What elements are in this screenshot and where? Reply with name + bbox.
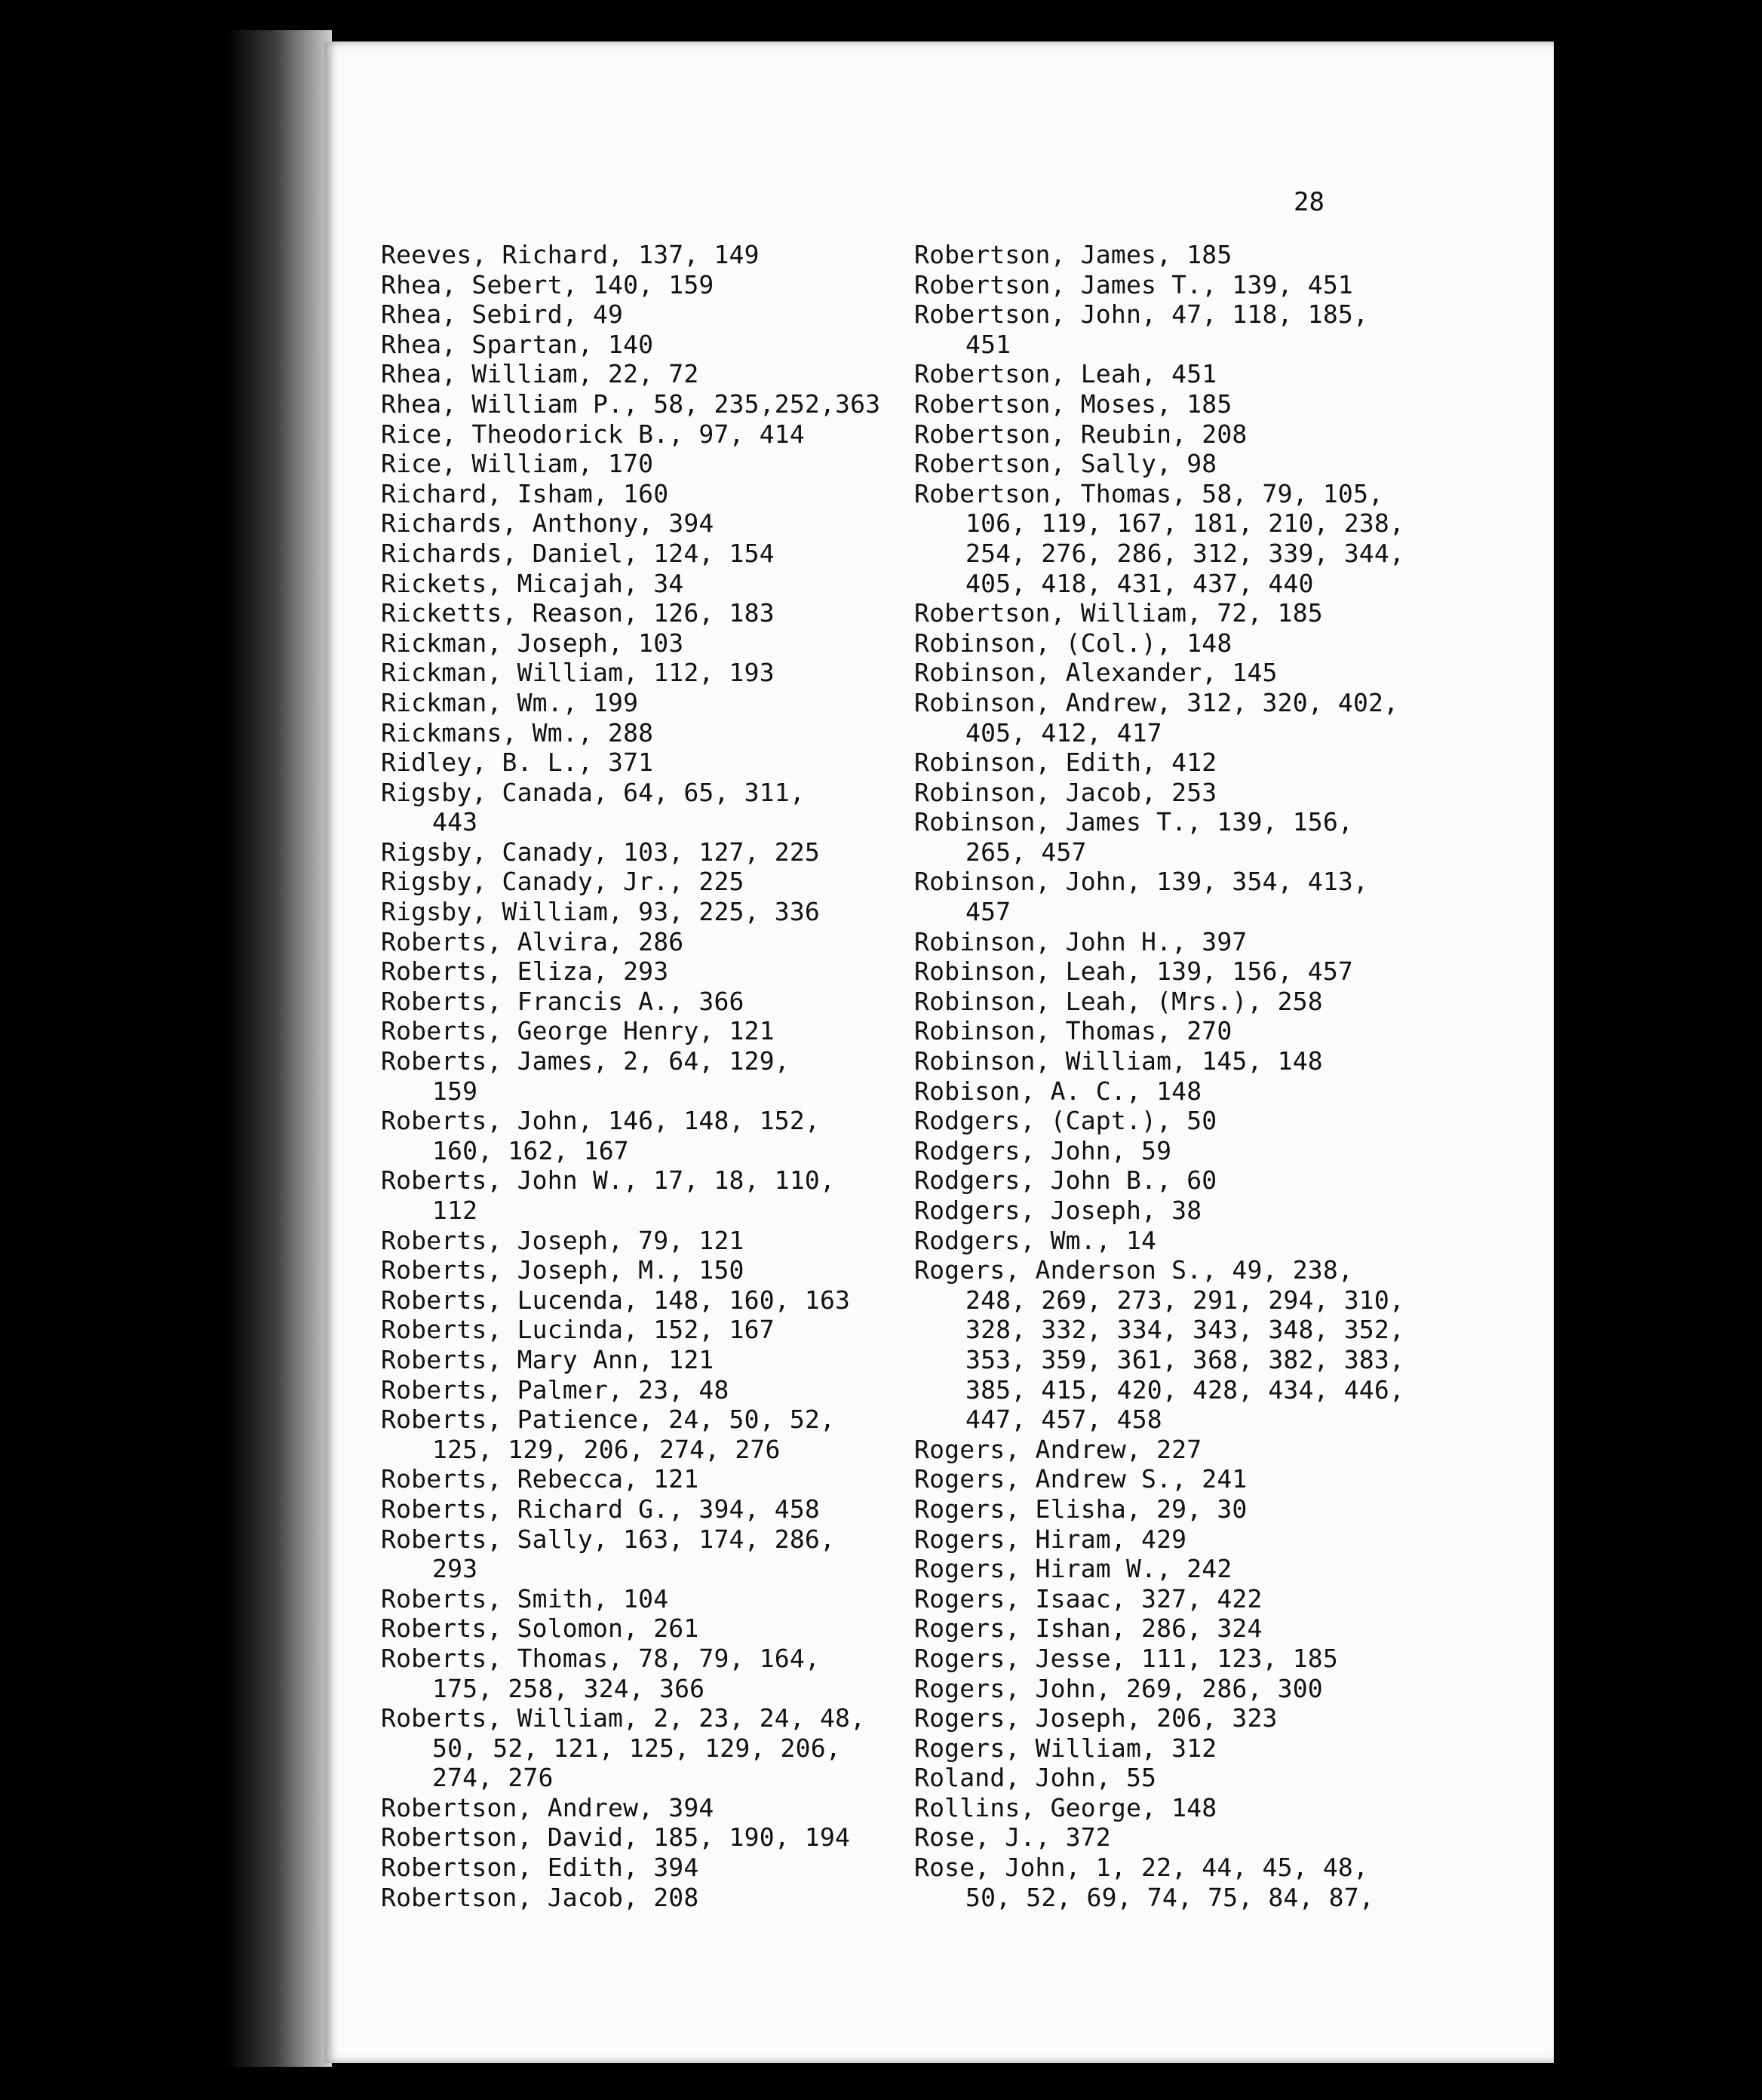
- index-entry: [381, 1405, 864, 1464]
- index-entry: [914, 1554, 1382, 1584]
- index-entry: [381, 1375, 864, 1405]
- index-entry: [914, 389, 1382, 419]
- index-entry: [914, 778, 1382, 808]
- index-entry: [914, 478, 1404, 598]
- index-column-right: [914, 240, 1404, 1912]
- index-entry: [381, 1822, 864, 1853]
- index-entry: [381, 1106, 864, 1165]
- index-entry-name: Roberts, Mary Ann, 121: [381, 1344, 714, 1374]
- index-entry-name: Robertson, David, 185, 190, 194: [381, 1822, 851, 1853]
- index-entry-name: Roberts, John W., 17, 18, 110,: [381, 1165, 836, 1196]
- index-entry: [381, 1226, 864, 1256]
- index-entry-name: Robertson, Moses, 185: [914, 388, 1232, 419]
- index-entry: [914, 748, 1382, 778]
- index-entry-name: Robertson, James T., 139, 451: [914, 269, 1353, 299]
- index-entry: [381, 1046, 864, 1106]
- index-entry: [381, 658, 864, 688]
- index-entry-name: Roberts, Richard G., 394, 458: [381, 1494, 820, 1524]
- index-entry-name: Rodgers, Joseph, 38: [914, 1196, 1202, 1225]
- index-entry-name: Robertson, Edith, 394: [381, 1853, 699, 1883]
- index-entry-name: Robinson, Alexander, 145: [914, 658, 1278, 688]
- index-entry: [914, 1494, 1382, 1524]
- index-entry: [914, 1136, 1382, 1166]
- index-entry: [914, 658, 1382, 688]
- index-entry: [914, 419, 1382, 450]
- index-entry-continuation: 159: [432, 1076, 478, 1106]
- index-entry-name: Ridley, B. L., 371: [381, 748, 654, 778]
- index-entry-name: Roberts, Palmer, 23, 48: [381, 1374, 729, 1405]
- index-entry-name: Reeves, Richard, 137, 149: [381, 240, 760, 269]
- index-entry-name: Rhea, Sebert, 140, 159: [381, 269, 714, 299]
- index-entry: [381, 628, 864, 659]
- index-entry: [381, 1345, 864, 1375]
- index-entry-continuation: 112: [432, 1196, 478, 1225]
- index-entry-name: Rigsby, Canada, 64, 65, 311,: [381, 777, 805, 807]
- index-entry-name: Rodgers, John B., 60: [914, 1165, 1217, 1196]
- index-entry-name: Rigsby, William, 93, 225, 336: [381, 897, 820, 927]
- index-entry: [381, 539, 864, 569]
- index-entry-name: Rogers, Andrew, 227: [914, 1434, 1202, 1464]
- index-entry-continuation: 447, 457, 458: [965, 1405, 1162, 1435]
- index-entry-continuation: 353, 359, 361, 368, 382, 383,: [965, 1344, 1404, 1374]
- index-entry-name: Robertson, Jacob, 208: [381, 1882, 699, 1912]
- index-entry: [381, 388, 881, 419]
- index-entry-continuation: 328, 332, 334, 343, 348, 352,: [965, 1315, 1404, 1345]
- index-entry: [914, 1822, 1382, 1853]
- index-entry: [381, 1883, 864, 1913]
- index-entry: [381, 867, 864, 897]
- index-entry: [381, 1584, 864, 1614]
- index-entry-name: Rice, William, 170: [381, 449, 654, 479]
- index-entry: [914, 1464, 1382, 1494]
- index-entry: [914, 1165, 1382, 1196]
- index-entry-name: Roberts, Sally, 163, 174, 286,: [381, 1524, 836, 1554]
- index-entry-continuation: 385, 415, 420, 428, 434, 446,: [965, 1374, 1404, 1405]
- page-edge-shadow: [226, 30, 332, 2067]
- index-entry-name: Richard, Isham, 160: [381, 478, 669, 508]
- index-entry-name: Rhea, Sebird, 49: [381, 299, 624, 330]
- index-entry-continuation: 160, 162, 167: [432, 1135, 629, 1165]
- index-entry-name: Rogers, Hiram, 429: [914, 1524, 1187, 1554]
- index-entry: [914, 598, 1382, 628]
- index-entry-name: Rogers, William, 312: [914, 1733, 1217, 1763]
- index-entry: [914, 1255, 1404, 1435]
- index-entry-name: Roberts, William, 2, 23, 24, 48,: [381, 1703, 866, 1733]
- index-entry-name: Rogers, Jesse, 111, 123, 185: [914, 1643, 1338, 1673]
- index-entry: [914, 1196, 1382, 1226]
- index-entry: [914, 270, 1382, 300]
- index-entry: [914, 1435, 1382, 1465]
- index-entry: [914, 1793, 1382, 1823]
- index-entry: [381, 270, 864, 300]
- index-entry-name: Rhea, William, 22, 72: [381, 359, 699, 389]
- index-entry: [381, 1464, 864, 1494]
- index-entry: [381, 569, 864, 599]
- index-entry: [914, 299, 1382, 359]
- index-entry: [381, 330, 864, 360]
- index-entry: [914, 1674, 1382, 1704]
- index-entry-name: Roberts, Smith, 104: [381, 1583, 669, 1613]
- index-entry-continuation: 443: [432, 807, 478, 837]
- index-entry-name: Robinson, John H., 397: [914, 926, 1248, 956]
- index-entry: [381, 688, 864, 718]
- index-entry: [381, 1494, 864, 1524]
- index-entry-continuation: 50, 52, 69, 74, 75, 84, 87,: [965, 1882, 1374, 1912]
- index-entry: [381, 299, 864, 330]
- index-entry-name: Robinson, John, 139, 354, 413,: [914, 867, 1369, 897]
- index-entry: [914, 1853, 1382, 1912]
- index-entry-name: Rollins, George, 148: [914, 1792, 1217, 1822]
- index-entry: [381, 1703, 864, 1793]
- index-entry-name: Rodgers, John, 59: [914, 1135, 1172, 1165]
- index-entry-name: Rogers, John, 269, 286, 300: [914, 1673, 1323, 1703]
- index-entry-name: Richards, Anthony, 394: [381, 508, 714, 539]
- index-entry-name: Robertson, Leah, 451: [914, 359, 1217, 389]
- index-entry: [914, 1644, 1382, 1674]
- index-entry: [381, 449, 864, 479]
- index-entry-name: Rogers, Hiram W., 242: [914, 1554, 1232, 1584]
- index-entry-name: Robertson, James, 185: [914, 240, 1232, 269]
- index-entry-name: Rickman, Joseph, 103: [381, 628, 684, 658]
- index-entry-continuation: 274, 276: [432, 1763, 554, 1793]
- index-entry-name: Roberts, Joseph, M., 150: [381, 1255, 744, 1285]
- index-entry: [914, 1763, 1382, 1793]
- index-entry: [381, 837, 864, 867]
- index-entry-name: Roberts, Lucenda, 148, 160, 163: [381, 1285, 851, 1315]
- index-entry: [381, 1853, 864, 1883]
- index-entry-continuation: 457: [965, 897, 1011, 927]
- index-entry-name: Rhea, William P., 58, 235,252,363: [381, 388, 881, 419]
- index-entry: [381, 419, 864, 450]
- index-entry-name: Roberts, Eliza, 293: [381, 956, 669, 987]
- index-entry-name: Rogers, Ishan, 286, 324: [914, 1613, 1263, 1644]
- index-entry-name: Roberts, Solomon, 261: [381, 1613, 699, 1644]
- index-entry: [381, 718, 864, 748]
- index-entry: [381, 987, 864, 1017]
- index-entry-name: Roberts, Thomas, 78, 79, 164,: [381, 1643, 820, 1673]
- index-entry-continuation: 405, 412, 417: [965, 717, 1162, 748]
- index-entry-name: Roberts, James, 2, 64, 129,: [381, 1046, 790, 1076]
- index-column-left: [381, 240, 881, 1912]
- index-entry-name: Rickets, Micajah, 34: [381, 568, 684, 598]
- index-entry: [914, 687, 1399, 748]
- index-entry-name: Roberts, John, 146, 148, 152,: [381, 1106, 820, 1136]
- page-number: 28: [1294, 187, 1325, 217]
- index-entry-continuation: 50, 52, 121, 125, 129, 206,: [432, 1733, 841, 1763]
- index-entry-continuation: 248, 269, 273, 291, 294, 310,: [965, 1285, 1404, 1315]
- index-entry-name: Robertson, Andrew, 394: [381, 1792, 714, 1822]
- index-entry: [914, 1733, 1382, 1764]
- index-entry: [381, 1255, 864, 1285]
- index-entry-name: Rose, John, 1, 22, 44, 45, 48,: [914, 1853, 1369, 1883]
- index-entry-name: Robertson, Sally, 98: [914, 449, 1217, 479]
- index-entry-name: Robinson, (Col.), 148: [914, 628, 1232, 658]
- index-entry-name: Rickmans, Wm., 288: [381, 717, 654, 748]
- index-entry-name: Roberts, Rebecca, 121: [381, 1464, 699, 1494]
- index-entry: [381, 240, 864, 270]
- index-entry: [381, 598, 864, 628]
- index-entry: [914, 359, 1382, 389]
- index-entry: [381, 1315, 864, 1345]
- index-entry-name: Roberts, Lucinda, 152, 167: [381, 1315, 775, 1345]
- index-entry-name: Ricketts, Reason, 126, 183: [381, 598, 775, 628]
- index-entry: [381, 1793, 864, 1823]
- index-entry-name: Rigsby, Canady, 103, 127, 225: [381, 837, 820, 867]
- index-entry: [914, 449, 1382, 479]
- index-entry-name: Rigsby, Canady, Jr., 225: [381, 867, 744, 897]
- index-entry: [381, 927, 864, 957]
- index-entry-name: Rodgers, (Capt.), 50: [914, 1106, 1217, 1136]
- index-entry-continuation: 125, 129, 206, 274, 276: [432, 1434, 781, 1464]
- index-entry: [914, 1016, 1382, 1046]
- index-entry-continuation: 175, 258, 324, 366: [432, 1673, 705, 1703]
- index-entry: [914, 987, 1382, 1017]
- index-entry-name: Roberts, Patience, 24, 50, 52,: [381, 1405, 836, 1435]
- index-entry-name: Robinson, William, 145, 148: [914, 1046, 1323, 1076]
- index-entry-name: Rice, Theodorick B., 97, 414: [381, 419, 805, 449]
- index-entry: [914, 1613, 1382, 1644]
- index-entry-name: Richards, Daniel, 124, 154: [381, 538, 775, 568]
- index-entry-name: Roberts, George Henry, 121: [381, 1016, 775, 1046]
- index-entry: [914, 1226, 1382, 1256]
- index-entry-name: Robinson, James T., 139, 156,: [914, 807, 1353, 837]
- index-entry-name: Rogers, Anderson S., 49, 238,: [914, 1255, 1353, 1285]
- index-entry-name: Rogers, Andrew S., 241: [914, 1464, 1248, 1494]
- index-entry-name: Robinson, Andrew, 312, 320, 402,: [914, 687, 1399, 717]
- index-entry-name: Robinson, Jacob, 253: [914, 777, 1217, 807]
- index-entry-name: Robinson, Thomas, 270: [914, 1016, 1232, 1046]
- index-entry-name: Robison, A. C., 148: [914, 1076, 1202, 1106]
- index-entry: [381, 1524, 864, 1584]
- index-entry: [381, 748, 864, 778]
- index-entry: [914, 927, 1382, 957]
- index-entry-name: Robertson, John, 47, 118, 185,: [914, 299, 1369, 330]
- index-entry-name: Rickman, William, 112, 193: [381, 658, 775, 688]
- index-entry-continuation: 451: [965, 329, 1011, 359]
- index-entry-continuation: 405, 418, 431, 437, 440: [965, 568, 1314, 598]
- index-entry: [914, 240, 1382, 270]
- index-entry: [381, 1644, 864, 1703]
- index-entry: [914, 1046, 1382, 1076]
- index-entry-continuation: 293: [432, 1554, 478, 1584]
- index-entry: [914, 1703, 1382, 1733]
- index-entry-name: Robertson, William, 72, 185: [914, 598, 1323, 628]
- index-entry: [381, 1016, 864, 1046]
- index-entry: [914, 1106, 1382, 1136]
- index-entry-name: Roberts, Alvira, 286: [381, 926, 684, 956]
- index-entry-name: Rodgers, Wm., 14: [914, 1225, 1157, 1255]
- index-entry-continuation: 106, 119, 167, 181, 210, 238,: [965, 508, 1404, 539]
- index-entry: [381, 1165, 864, 1225]
- index-entry-continuation: 265, 457: [965, 837, 1087, 867]
- index-entry-name: Rogers, Isaac, 327, 422: [914, 1583, 1263, 1613]
- index-entry-name: Rose, J., 372: [914, 1822, 1111, 1853]
- index-entry-name: Robinson, Leah, 139, 156, 457: [914, 956, 1353, 987]
- index-entry: [914, 956, 1382, 987]
- index-entry: [381, 479, 864, 509]
- index-entry: [381, 897, 864, 927]
- index-entry-name: Roland, John, 55: [914, 1763, 1157, 1793]
- index-entry: [914, 1524, 1382, 1555]
- index-entry-name: Roberts, Francis A., 366: [381, 986, 744, 1016]
- index-entry: [381, 1613, 864, 1644]
- index-entry: [914, 867, 1382, 926]
- index-entry: [381, 359, 864, 389]
- index-entry: [914, 807, 1382, 867]
- index-entry-continuation: 254, 276, 286, 312, 339, 344,: [965, 538, 1404, 568]
- index-entry-name: Rogers, Elisha, 29, 30: [914, 1494, 1248, 1524]
- index-entry: [914, 1076, 1382, 1107]
- index-entry-name: Rogers, Joseph, 206, 323: [914, 1703, 1278, 1733]
- index-entry: [381, 1285, 864, 1316]
- index-entry: [381, 508, 864, 539]
- index-entry: [914, 628, 1382, 659]
- index-entry: [914, 1584, 1382, 1614]
- index-entry-name: Robinson, Leah, (Mrs.), 258: [914, 986, 1323, 1016]
- index-entry-name: Rickman, Wm., 199: [381, 687, 639, 717]
- index-entry-name: Robertson, Thomas, 58, 79, 105,: [914, 478, 1384, 508]
- index-entry: [381, 778, 864, 837]
- index-entry-name: Roberts, Joseph, 79, 121: [381, 1225, 744, 1255]
- index-entry-name: Robinson, Edith, 412: [914, 748, 1217, 778]
- index-entry-name: Robertson, Reubin, 208: [914, 419, 1248, 449]
- index-entry-name: Rhea, Spartan, 140: [381, 329, 654, 359]
- index-entry: [381, 956, 864, 987]
